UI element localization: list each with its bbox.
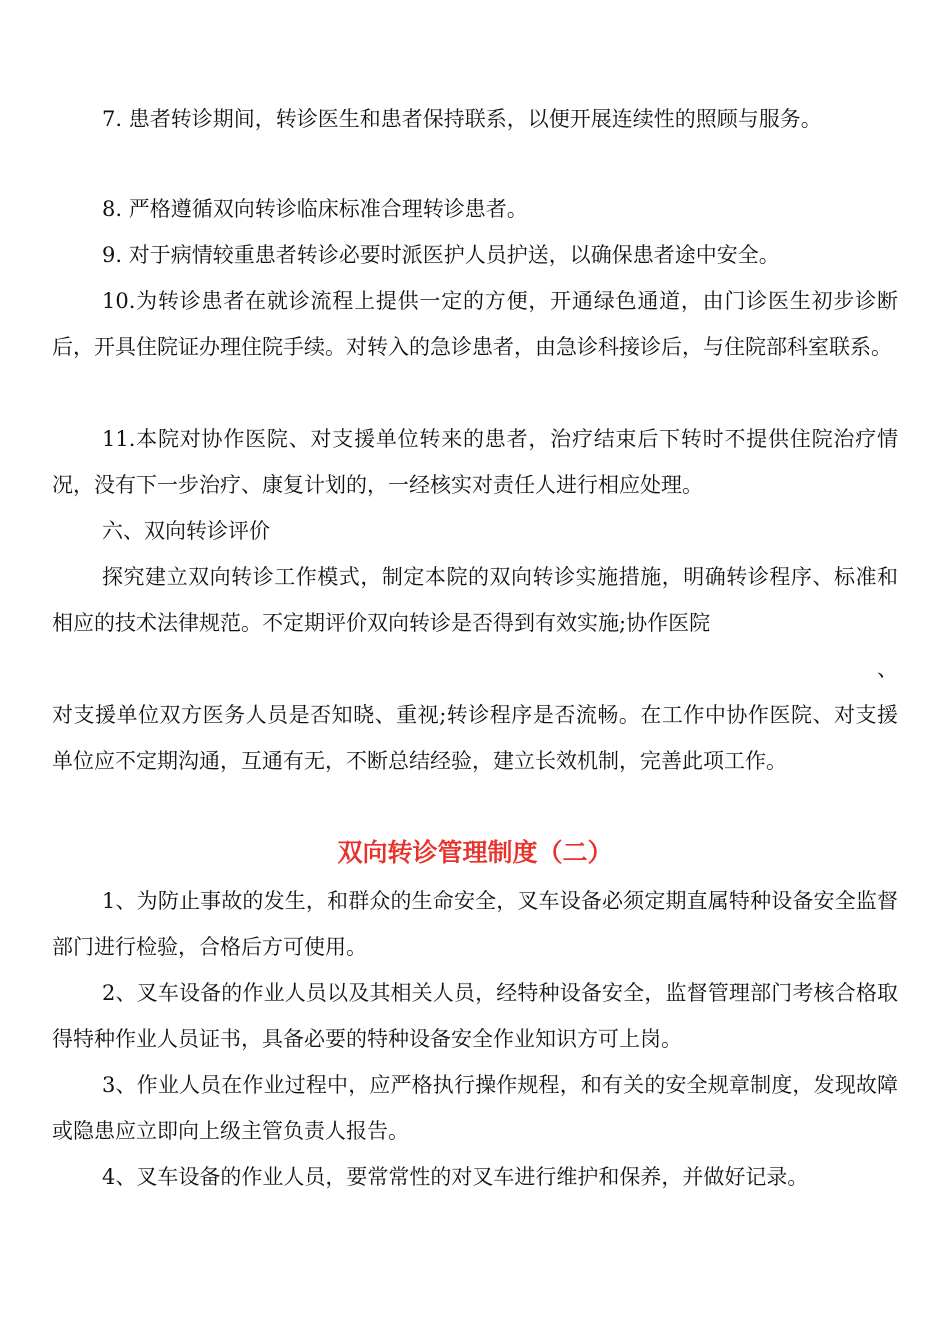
paragraph-11: 11.本院对协作医院、对支援单位转来的患者，治疗结束后下转时不提供住院治疗情况，没有下一步治疗、康复计划的，一经核实对责任人进行相应处理。 — [52, 427, 898, 497]
paragraph-7: 7. 患者转诊期间，转诊医生和患者保持联系，以便开展连续性的照顾与服务。 — [102, 107, 822, 131]
evaluation-paragraph-start: 探究建立双向转诊工作模式，制定本院的双向转诊实施措施，明确转诊程序、标准和相应的技术法律规范。不定期评价双向转诊是否得到有效实施;协作医院 — [52, 565, 898, 635]
orphan-comma: 、 — [877, 657, 898, 681]
rule-4: 4、叉车设备的作业人员，要常常性的对叉车进行维护和保养，并做好记录。 — [102, 1165, 809, 1189]
paragraph-10: 10.为转诊患者在就诊流程上提供一定的方便，开通绿色通道，由门诊医生初步诊断后，开具住院证办理住院手续。对转入的急诊患者，由急诊科接诊后，与住院部科室联系。 — [52, 289, 898, 359]
evaluation-paragraph-end: 对支援单位双方医务人员是否知晓、重视;转诊程序是否流畅。在工作中协作医院、对支援单位应不定期沟通，互通有无，不断总结经验，建立长效机制，完善此项工作。 — [52, 703, 898, 773]
paragraph-8: 8. 严格遵循双向转诊临床标准合理转诊患者。 — [102, 197, 528, 221]
section-title: 双向转诊管理制度（二） — [337, 838, 613, 867]
paragraph-9: 9. 对于病情较重患者转诊必要时派医护人员护送，以确保患者途中安全。 — [102, 243, 780, 267]
section-six-heading: 六、双向转诊评价 — [102, 519, 270, 543]
rule-2: 2、叉车设备的作业人员以及其相关人员，经特种设备安全，监督管理部门考核合格取得特种作业人员证书，具备必要的特种设备安全作业知识方可上岗。 — [52, 981, 898, 1051]
rule-3: 3、作业人员在作业过程中，应严格执行操作规程，和有关的安全规章制度，发现故障或隐患应立即向上级主管负责人报告。 — [52, 1073, 898, 1143]
rule-1: 1、为防止事故的发生，和群众的生命安全，叉车设备必须定期直属特种设备安全监督部门进行检验，合格后方可使用。 — [52, 889, 898, 959]
